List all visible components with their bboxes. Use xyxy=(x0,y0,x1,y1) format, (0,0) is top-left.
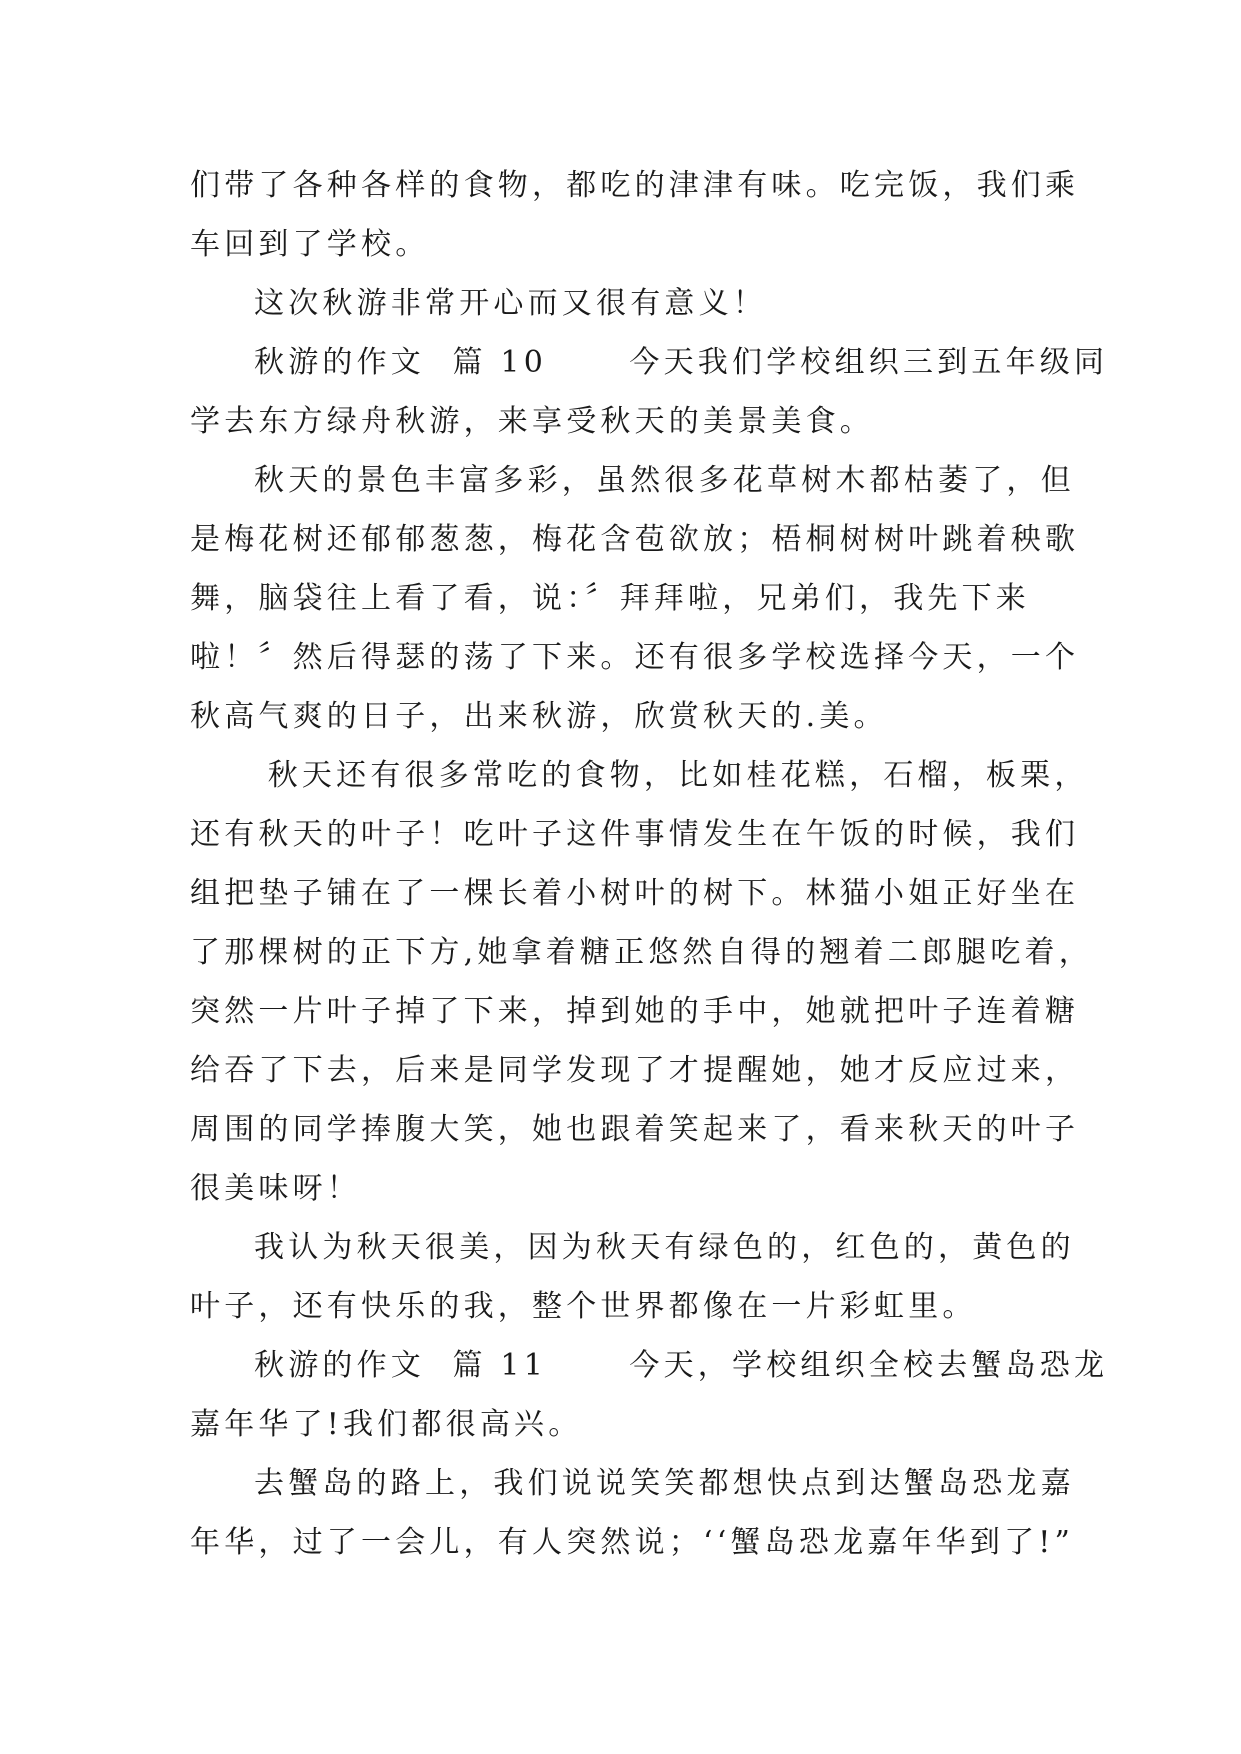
essay-heading-line: 秋游的作文 篇 11 今天，学校组织全校去蟹岛恐龙 xyxy=(254,1348,1109,1383)
text-line: 给吞了下去，后来是同学发现了才提醒她，她才反应过来， xyxy=(190,1053,1080,1088)
essay-body xyxy=(190,156,1109,1572)
text-line: 啦！〞然后得瑟的荡了下来。还有很多学校选择今天，一个 xyxy=(190,640,1080,675)
paragraph-start-line: 这次秋游非常开心而又很有意义！ xyxy=(254,286,767,321)
text-line: 了那棵树的正下方,她拿着糖正悠然自得的翘着二郎腿吃着， xyxy=(190,935,1093,970)
text-line: 舞，脑袋往上看了看，说：〞拜拜啦，兄弟们，我先下来 xyxy=(190,581,1030,616)
text-line: 嘉年华了!我们都很高兴。 xyxy=(190,1407,583,1442)
text-line: 叶子，还有快乐的我，整个世界都像在一片彩虹里。 xyxy=(190,1289,977,1324)
paragraph-start-line: 秋天的景色丰富多彩，虽然很多花草树木都枯萎了，但 xyxy=(254,463,1075,498)
text-line: 们带了各种各样的食物，都吃的津津有味。吃完饭，我们乘 xyxy=(190,168,1080,203)
text-line: 年华，过了一会儿，有人突然说；‘‘蟹岛恐龙嘉年华到了!” xyxy=(190,1525,1075,1560)
text-line: 周围的同学捧腹大笑，她也跟着笑起来了，看来秋天的叶子 xyxy=(190,1112,1080,1147)
text-line: 车回到了学校。 xyxy=(190,227,430,262)
text-line: 秋高气爽的日子，出来秋游，欣赏秋天的.美。 xyxy=(190,699,888,734)
paragraph-start-line: 秋天还有很多常吃的食物，比如桂花糕，石榴，板栗， xyxy=(254,758,1089,793)
text-line: 学去东方绿舟秋游，来享受秋天的美景美食。 xyxy=(190,404,874,439)
paragraph-start-line: 去蟹岛的路上，我们说说笑笑都想快点到达蟹岛恐龙嘉 xyxy=(254,1466,1075,1501)
text-line: 还有秋天的叶子！吃叶子这件事情发生在午饭的时候，我们 xyxy=(190,817,1080,852)
text-line: 是梅花树还郁郁葱葱，梅花含苞欲放；梧桐树树叶跳着秧歌 xyxy=(190,522,1080,557)
text-line: 组把垫子铺在了一棵长着小树叶的树下。林猫小姐正好坐在 xyxy=(190,876,1080,911)
text-line: 很美味呀！ xyxy=(190,1171,361,1206)
essay-heading-line: 秋游的作文 篇 10 今天我们学校组织三到五年级同 xyxy=(254,345,1109,380)
paragraph-start-line: 我认为秋天很美，因为秋天有绿色的，红色的，黄色的 xyxy=(254,1230,1075,1265)
text-line: 突然一片叶子掉了下来，掉到她的手中，她就把叶子连着糖 xyxy=(190,994,1080,1029)
